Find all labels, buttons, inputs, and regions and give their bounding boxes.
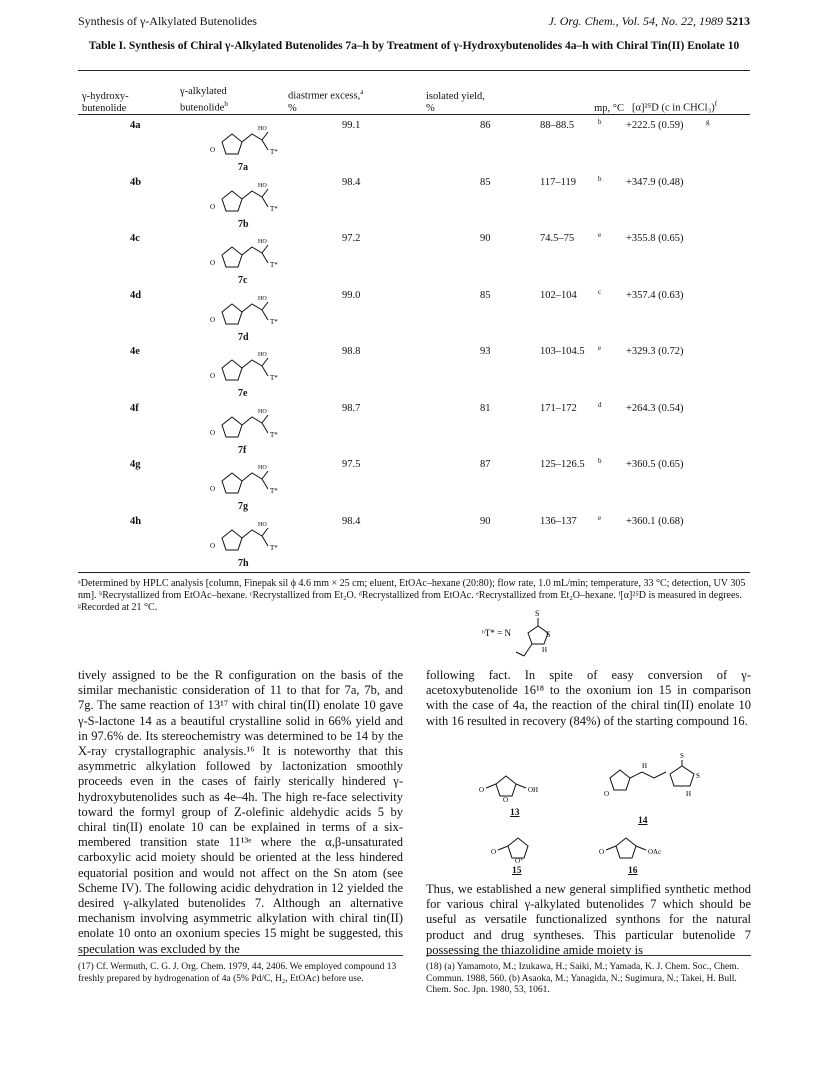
product-label: 7a	[238, 162, 248, 173]
row-de: 99.1	[342, 120, 361, 131]
row-yield: 90	[480, 233, 491, 244]
footnote-rule-left	[78, 955, 403, 956]
svg-text:O⁺: O⁺	[515, 857, 524, 864]
table-row	[78, 288, 750, 344]
svg-text:O: O	[210, 315, 216, 324]
col-hydroxy: γ-hydroxy- butenolide	[82, 90, 129, 114]
svg-text:O: O	[210, 485, 216, 493]
product-structure	[208, 455, 288, 507]
svg-text:O: O	[491, 848, 497, 856]
row-rotation: +347.9 (0.48)	[626, 176, 684, 188]
product-label: 7e	[238, 388, 248, 399]
row-hydroxybutenolide: 4f	[130, 402, 139, 414]
table-top-rule	[78, 70, 750, 71]
row-de: 97.2	[342, 233, 361, 244]
rotation-footnote-mark: g	[706, 118, 710, 126]
svg-text:O: O	[479, 786, 485, 794]
product-structure	[208, 116, 288, 168]
mp-footnote-mark: e	[598, 513, 602, 522]
product-label: 7h	[238, 557, 249, 569]
svg-text:HO: HO	[258, 521, 267, 528]
svg-text:HO: HO	[258, 352, 267, 358]
svg-text:S: S	[680, 752, 684, 760]
row-mp: 88–88.5	[540, 120, 575, 131]
tstar-definition-structure	[480, 606, 560, 666]
svg-text:T*: T*	[270, 148, 278, 156]
table-row	[78, 231, 750, 287]
svg-text:O: O	[210, 146, 216, 154]
row-rotation: +264.3 (0.54)	[626, 402, 684, 414]
table-header	[78, 86, 750, 117]
row-de: 98.4	[342, 515, 361, 527]
row-de: 97.5	[342, 459, 361, 470]
body-right-top: following fact. In spite of easy conversion of γ-acetoxybutenolide 16¹⁸ to the oxonium ion 15 in comparison with the case of 4a, the reaction of the chiral tin(II) enolate 10 with 16 resulted in recovery (84%) of the starting compound 16.	[426, 668, 751, 728]
row-hydroxybutenolide: 4e	[130, 346, 140, 357]
product-label: 7b	[238, 218, 249, 230]
row-rotation: +360.5 (0.65)	[626, 459, 684, 470]
mp-footnote-mark: b	[598, 174, 602, 183]
col-rotation: [α]²⁵D (c in CHCl₃)$^f$	[632, 100, 718, 114]
svg-text:H: H	[686, 790, 692, 798]
label-14: 14	[638, 816, 648, 826]
row-mp: 125–126.5	[540, 459, 585, 470]
table-row	[78, 175, 750, 231]
structure-13	[476, 762, 556, 812]
svg-text:T*: T*	[270, 374, 278, 382]
row-hydroxybutenolide: 4h	[130, 515, 142, 527]
col-mp: mp, °C	[594, 102, 624, 114]
svg-text:HO: HO	[258, 126, 267, 132]
table-row	[78, 514, 750, 570]
journal-citation: J. Org. Chem., Vol. 54, No. 22, 1989 5213	[548, 14, 750, 28]
mp-footnote-mark: e	[598, 231, 602, 239]
row-yield: 86	[480, 120, 491, 131]
row-rotation: +222.5 (0.59)	[626, 120, 684, 131]
label-16: 16	[628, 866, 638, 876]
row-mp: 136–137	[540, 515, 577, 527]
svg-text:O: O	[599, 848, 605, 856]
row-rotation: +329.3 (0.72)	[626, 346, 684, 357]
row-hydroxybutenolide: 4a	[130, 120, 141, 131]
mp-footnote-mark: b	[598, 118, 602, 126]
svg-text:HO: HO	[258, 465, 267, 471]
svg-text:H: H	[642, 762, 648, 770]
row-de: 98.8	[342, 346, 361, 357]
table-footnotes: ᵃDetermined by HPLC analysis [column, Finepak sil ϕ 4.6 mm × 25 cm; eluent, EtOAc–hexane (20:80); flow rate, 1.0 mL/min; temperature, 33 °C; detection, UV 305 nm]. ᵇRecrystallized from EtOAc–hexane. ᶜRecrystallized from Et₂O. ᵈRecrystallized from EtOAc. ᵉRecrystallized from Et₂O–hexane. ᶠ[α]²⁵D is measured in degrees. ᵍRecorded at 21 °C.	[78, 578, 746, 613]
row-mp: 117–119	[540, 176, 576, 188]
svg-text:O: O	[503, 796, 509, 804]
table-row	[78, 118, 750, 174]
product-structure	[208, 173, 288, 225]
svg-text:O: O	[210, 259, 216, 267]
product-structure	[208, 399, 288, 451]
col-yield: isolated yield, %	[426, 90, 485, 114]
row-hydroxybutenolide: 4b	[130, 176, 142, 188]
row-yield: 85	[480, 289, 491, 301]
row-yield: 85	[480, 176, 491, 188]
svg-text:S: S	[546, 630, 551, 639]
row-hydroxybutenolide: 4d	[130, 289, 142, 301]
row-hydroxybutenolide: 4g	[130, 459, 141, 470]
row-yield: 81	[480, 402, 491, 414]
svg-text:O: O	[210, 372, 216, 380]
row-de: 98.7	[342, 402, 361, 414]
footnote-17: (17) Cf. Wermuth, C. G. J. Org. Chem. 1979, 44, 2406. We employed compound 13 freshly prepared by hydrogenation of 4a (5% Pd/C, H₂, EtOAc) before use.	[78, 962, 397, 984]
svg-text:T*: T*	[270, 430, 278, 439]
row-mp: 103–104.5	[540, 346, 585, 357]
svg-text:HO: HO	[258, 408, 267, 415]
col-alkylated: γ-alkylated butenolide$^b$	[180, 86, 228, 114]
svg-text:T*: T*	[270, 317, 278, 326]
footnote-18: (18) (a) Yamamoto, M.; Izukawa, H.; Saiki, M.; Yamada, K. J. Chem. Soc., Chem. Commun. 1988, 560. (b) Asaoka, M.; Yanagida, N.; Sugimura, N.; Takei, H. Bull. Chem. Soc. Jpn. 1980, 53, 1061.	[426, 962, 739, 995]
row-hydroxybutenolide: 4c	[130, 233, 140, 244]
product-structure	[208, 286, 288, 338]
svg-text:HO: HO	[258, 295, 267, 302]
row-mp: 74.5–75	[540, 233, 575, 244]
table-bottom-rule	[78, 572, 750, 573]
svg-text:O: O	[210, 541, 216, 550]
svg-text:H: H	[542, 646, 548, 654]
mp-footnote-mark: d	[598, 400, 602, 409]
table-row	[78, 457, 750, 513]
svg-text:O: O	[210, 428, 216, 437]
row-rotation: +355.8 (0.65)	[626, 233, 684, 244]
running-header	[78, 14, 750, 32]
svg-text:HO: HO	[258, 182, 267, 189]
svg-text:T*: T*	[270, 261, 278, 269]
oh-label: OH	[528, 786, 539, 794]
svg-text:T*: T*	[270, 204, 278, 213]
product-label: 7f	[238, 444, 247, 456]
svg-text:S: S	[696, 772, 700, 780]
table-caption: Table I. Synthesis of Chiral γ-Alkylated Butenolides 7a–h by Treatment of γ-Hydroxybutenolides 4a–h with Chiral Tin(II) Enolate 10	[88, 40, 740, 52]
svg-text:HO: HO	[258, 239, 267, 245]
svg-text:T*: T*	[270, 487, 278, 495]
product-structure	[208, 342, 288, 394]
row-mp: 102–104	[540, 289, 577, 301]
footnote-rule-right	[426, 955, 751, 956]
oac-label: OAc	[648, 848, 662, 856]
row-yield: 90	[480, 515, 491, 527]
body-right-bottom: Thus, we established a new general simplified synthetic method for various chiral γ-alkylated butenolides 7 which should be useful as versatile functionalized synthons for the natural product and drug syntheses. This particular butenolide 7 possessing the thiazolidine amide moiety is	[426, 882, 751, 957]
svg-text:S: S	[535, 609, 540, 618]
structure-14	[600, 748, 750, 818]
row-de: 98.4	[342, 176, 361, 188]
mp-footnote-mark: e	[598, 344, 602, 352]
label-15: 15	[512, 866, 522, 876]
product-structure	[208, 229, 288, 281]
table-row	[78, 344, 750, 400]
product-label: 7d	[238, 331, 249, 343]
mp-footnote-mark: c	[598, 287, 602, 296]
table-row	[78, 401, 750, 457]
structure-16	[596, 832, 686, 864]
label-13: 13	[510, 808, 520, 818]
row-de: 99.0	[342, 289, 361, 301]
mp-footnote-mark: b	[598, 457, 602, 465]
row-mp: 171–172	[540, 402, 577, 414]
running-title: Synthesis of γ-Alkylated Butenolides	[78, 14, 257, 28]
table-header-rule	[78, 114, 750, 115]
row-rotation: +357.4 (0.63)	[626, 289, 684, 301]
svg-text:O: O	[604, 790, 610, 798]
svg-text:ʰT* = N: ʰT* = N	[482, 628, 511, 638]
structure-15	[488, 832, 548, 864]
product-label: 7c	[238, 275, 248, 286]
svg-text:O: O	[210, 202, 216, 211]
row-yield: 93	[480, 346, 491, 357]
body-left-column: tively assigned to be the R configuration on the basis of the similar mechanistic consideration of 11 to that for 7a, 7b, and 7g. The same reaction of 13¹⁷ with chiral tin(II) enolate 10 gave γ-S-lactone 14 as a beautiful crystalline solid in 66% yield and in 97.6% de. Its stereochemistry was determined to be 14 by the X-ray crystallographic analysis.¹⁶ It is noteworthy that this asymmetric alkylation followed by lactonization smoothly proceeds even in the cases of fairly sterically hindered γ-hydroxybutenolides such as 4e–4h. The high re-face selectivity toward the formyl group of Z-olefinic aldehydic acids 5 by chiral tin(II) enolate 10 can be explained in terms of a six-membered transition state 11¹³ᵉ where the α,β-unsaturated carboxylic acid moiety should be oriented at the less hindered equatorial position and would not affect on the Sn atom (see Scheme IV). The following acidic dehydration in 12 yielded the desired γ-alkylated butenolides 7. Although an alternative mechanism involving asymmetric alkylation with chiral tin(II) enolate 10 onto an oxonium species 15 might be suggested, this speculation was excluded by the	[78, 668, 403, 956]
product-structure	[208, 512, 288, 564]
row-yield: 87	[480, 459, 491, 470]
row-rotation: +360.1 (0.68)	[626, 515, 684, 527]
product-label: 7g	[238, 501, 248, 512]
svg-text:T*: T*	[270, 543, 278, 552]
col-de: diastrmer excess,$^a$ %	[288, 88, 364, 114]
